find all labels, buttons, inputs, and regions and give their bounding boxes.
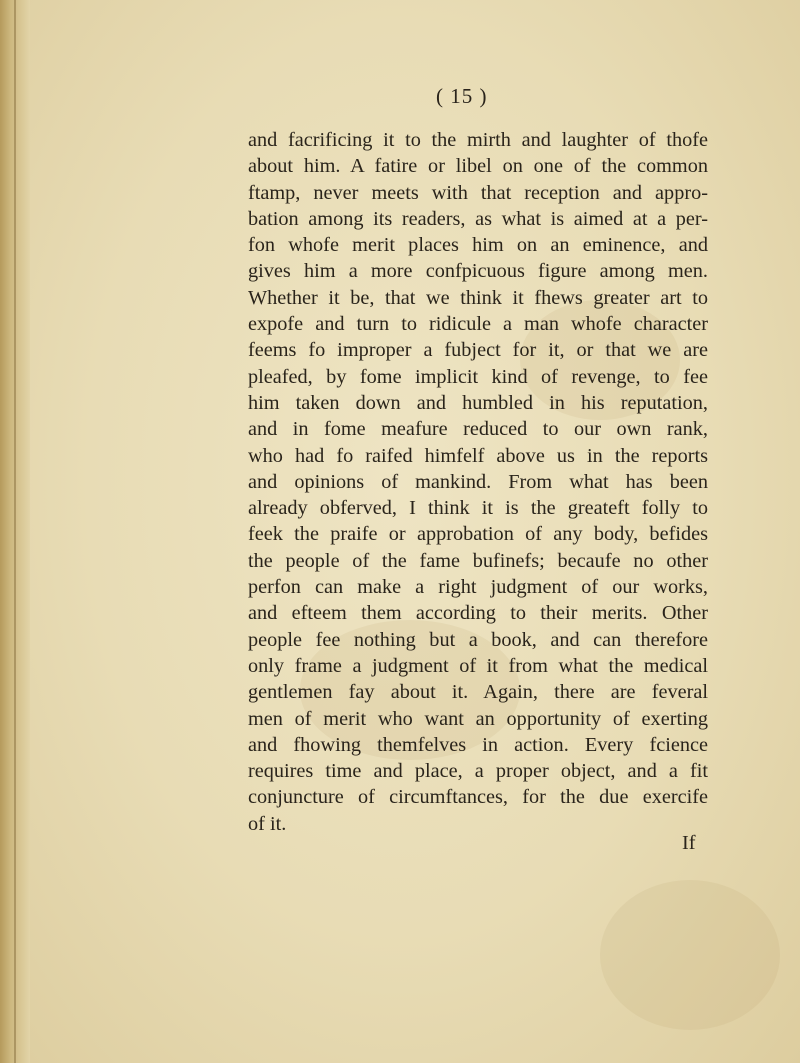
text-line: gentlemen fay about it. Again, there are feveral <box>248 681 708 704</box>
text-line: and opinions of mankind. From what has been <box>248 470 708 493</box>
text-line: and facrificing it to the mirth and laughter of thofe <box>248 129 708 151</box>
text-line: requires time and place, a proper object, and a fit <box>248 760 708 783</box>
body-text <box>248 127 708 837</box>
text-line: bation among its readers, as what is aimed at a per- <box>248 207 708 230</box>
text-line: only frame a judgment of it from what the medical <box>248 654 708 677</box>
text-line: of it. <box>248 812 287 835</box>
text-line: Whether it be, that we think it fhews greater art to <box>248 286 708 309</box>
text-line: and fhowing themfelves in action. Every fcience <box>248 733 708 756</box>
text-line: people fee nothing but a book, and can therefore <box>248 628 708 651</box>
text-line: feems fo improper a fubject for it, or that we are <box>248 339 708 362</box>
text-line: fon whofe merit places him on an eminence, and <box>248 234 708 257</box>
text-line: who had fo raifed himfelf above us in the reports <box>248 444 708 467</box>
text-line: about him. A fatire or libel on one of the common <box>248 155 708 178</box>
text-line: him taken down and humbled in his reputation, <box>248 391 708 414</box>
paper-stain <box>600 880 780 1030</box>
text-line: already obferved, I think it is the greateft folly to <box>248 497 708 520</box>
text-line: pleafed, by fome implicit kind of revenge, to fee <box>248 365 708 388</box>
binding-edge-line <box>14 0 16 1063</box>
text-line: conjuncture of circumftances, for the due exercife <box>248 786 708 809</box>
text-line: expofe and turn to ridicule a man whofe character <box>248 313 708 336</box>
text-line: feek the praife or approbation of any body, befides <box>248 523 708 546</box>
catchword: If <box>682 832 696 854</box>
text-line: and in fome meafure reduced to our own rank, <box>248 418 708 441</box>
text-line: perfon can make a right judgment of our works, <box>248 576 708 599</box>
text-line: and efteem them according to their merits. Other <box>248 602 708 625</box>
text-line: men of merit who want an opportunity of exerting <box>248 707 708 730</box>
text-line: the people of the fame bufinefs; becaufe no other <box>248 549 708 572</box>
text-line: ftamp, never meets with that reception and appro- <box>248 181 708 204</box>
page-number: ( 15 ) <box>436 84 488 108</box>
text-line: gives him a more confpicuous figure among men. <box>248 260 708 283</box>
